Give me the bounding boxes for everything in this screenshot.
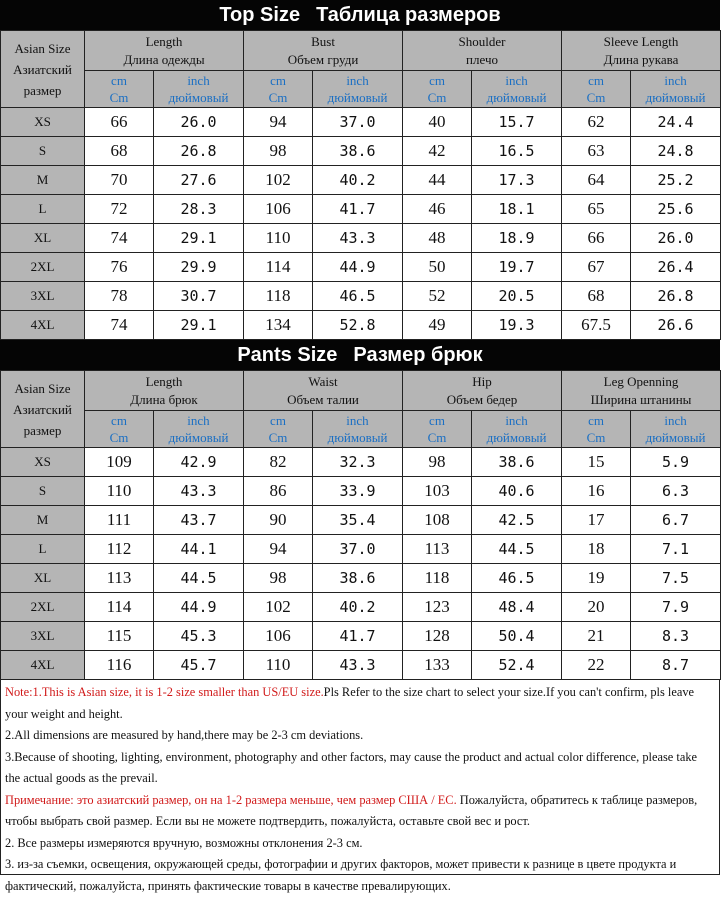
column-header-en: Length: [145, 373, 183, 389]
cell-inch: 29.1: [154, 224, 244, 253]
cell-inch: 43.3: [154, 477, 244, 506]
cell-cm: 70: [85, 166, 154, 195]
asian-size-label-ru: Азиатский: [13, 401, 72, 417]
cell-cm: 108: [403, 506, 472, 535]
unit-cm-label-2: Cm: [109, 430, 129, 445]
cell-cm: 86: [244, 477, 313, 506]
asian-size-header: [1, 371, 85, 448]
pants-size-title-en: Pants Size: [237, 343, 338, 366]
unit-inch-label-ru: дюймовый: [645, 90, 706, 105]
cell-cm: 50: [403, 253, 472, 282]
cell-inch: 24.4: [631, 108, 721, 137]
unit-cm-label: cm: [429, 73, 445, 88]
unit-cm-label-2: Cm: [427, 90, 447, 105]
cell-cm: 106: [244, 195, 313, 224]
cell-inch: 52.4: [472, 651, 562, 680]
unit-inch-header: [313, 411, 403, 448]
cell-cm: 74: [85, 311, 154, 340]
cell-inch: 40.2: [313, 593, 403, 622]
table-row: [1, 166, 721, 195]
unit-cm-label-2: Cm: [427, 430, 447, 445]
unit-inch-label: inch: [187, 73, 210, 88]
unit-cm-label-2: Cm: [586, 90, 606, 105]
notes-block: [0, 680, 720, 893]
cell-cm: 67: [562, 253, 631, 282]
cell-inch: 19.7: [472, 253, 562, 282]
cell-inch: 7.9: [631, 593, 721, 622]
cell-inch: 37.0: [313, 535, 403, 564]
unit-cm-label: cm: [588, 73, 604, 88]
cell-cm: 98: [244, 564, 313, 593]
cell-cm: 112: [85, 535, 154, 564]
cell-inch: 40.6: [472, 477, 562, 506]
note-ru-1-warning: Примечание: это азиатский размер, он на 1-2 размера меньше, чем размер США / ЕС.: [5, 792, 457, 807]
unit-inch-label: inch: [346, 73, 369, 88]
top-size-title-en: Top Size: [219, 3, 301, 26]
unit-cm-header: [562, 411, 631, 448]
pants-size-title-ru: Размер брюк: [353, 343, 483, 366]
cell-cm: 94: [244, 108, 313, 137]
column-header-en: Leg Openning: [603, 373, 679, 389]
cell-cm: 16: [562, 477, 631, 506]
cell-inch: 48.4: [472, 593, 562, 622]
cell-cm: 110: [85, 477, 154, 506]
table-row: [1, 448, 721, 477]
cell-cm: 115: [85, 622, 154, 651]
column-header-en: Bust: [311, 33, 335, 49]
column-header-en: Waist: [308, 373, 338, 389]
note-ru-2: 2. Все размеры измеряются вручную, возможны отклонения 2-3 см.: [5, 835, 363, 850]
size-label: 3XL: [1, 622, 85, 651]
cell-inch: 44.5: [472, 535, 562, 564]
size-label: S: [1, 137, 85, 166]
cell-inch: 25.6: [631, 195, 721, 224]
unit-cm-label: cm: [429, 413, 445, 428]
unit-cm-label: cm: [111, 73, 127, 88]
unit-inch-header: [631, 71, 721, 108]
cell-inch: 33.9: [313, 477, 403, 506]
cell-inch: 6.3: [631, 477, 721, 506]
column-header-length: [85, 31, 244, 71]
cell-cm: 133: [403, 651, 472, 680]
cell-cm: 111: [85, 506, 154, 535]
unit-cm-header: [403, 71, 472, 108]
cell-cm: 52: [403, 282, 472, 311]
column-header-leg-opening: [562, 371, 721, 411]
note-1-text: Pls Refer to the size chart to select your size.If you can't confirm, pls leave your weight and height.: [5, 685, 695, 721]
asian-size-header: [1, 31, 85, 108]
unit-cm-label-2: Cm: [268, 90, 288, 105]
cell-inch: 20.5: [472, 282, 562, 311]
unit-inch-label: inch: [187, 413, 210, 428]
top-size-rows: [1, 108, 721, 340]
cell-cm: 106: [244, 622, 313, 651]
cell-inch: 42.5: [472, 506, 562, 535]
cell-inch: 28.3: [154, 195, 244, 224]
cell-cm: 74: [85, 224, 154, 253]
size-label: 4XL: [1, 311, 85, 340]
cell-cm: 68: [85, 137, 154, 166]
size-label: L: [1, 195, 85, 224]
cell-cm: 76: [85, 253, 154, 282]
table-row: [1, 564, 721, 593]
size-label: L: [1, 535, 85, 564]
cell-inch: 8.3: [631, 622, 721, 651]
unit-cm-label: cm: [588, 413, 604, 428]
cell-inch: 44.1: [154, 535, 244, 564]
column-header-hip: [403, 371, 562, 411]
note-ru-1: [5, 790, 715, 833]
cell-cm: 118: [244, 282, 313, 311]
table-row: [1, 506, 721, 535]
table-row: [1, 477, 721, 506]
cell-inch: 38.6: [472, 448, 562, 477]
unit-cm-header: [244, 411, 313, 448]
column-header-ru: Объем груди: [287, 51, 359, 67]
unit-inch-label-ru: дюймовый: [645, 430, 706, 445]
cell-inch: 43.3: [313, 651, 403, 680]
size-label: M: [1, 506, 85, 535]
cell-cm: 98: [403, 448, 472, 477]
cell-cm: 66: [85, 108, 154, 137]
cell-inch: 41.7: [313, 195, 403, 224]
asian-size-label-ru2: размер: [23, 82, 62, 98]
cell-inch: 30.7: [154, 282, 244, 311]
cell-inch: 25.2: [631, 166, 721, 195]
unit-cm-label-2: Cm: [109, 90, 129, 105]
cell-inch: 45.7: [154, 651, 244, 680]
unit-cm-label: cm: [111, 413, 127, 428]
cell-cm: 110: [244, 224, 313, 253]
cell-cm: 63: [562, 137, 631, 166]
column-header-length: [85, 371, 244, 411]
cell-inch: 37.0: [313, 108, 403, 137]
cell-cm: 109: [85, 448, 154, 477]
cell-inch: 15.7: [472, 108, 562, 137]
cell-cm: 94: [244, 535, 313, 564]
cell-cm: 65: [562, 195, 631, 224]
pants-size-title: [0, 340, 720, 370]
cell-inch: 29.1: [154, 311, 244, 340]
cell-cm: 64: [562, 166, 631, 195]
cell-inch: 44.9: [313, 253, 403, 282]
cell-inch: 24.8: [631, 137, 721, 166]
table-row: [1, 651, 721, 680]
pants-size-table: [0, 370, 721, 680]
column-header-ru: Объем бедер: [446, 391, 518, 407]
column-header-ru: Объем талии: [287, 391, 359, 407]
table-row: [1, 622, 721, 651]
table-row: [1, 195, 721, 224]
cell-inch: 26.0: [631, 224, 721, 253]
cell-cm: 102: [244, 166, 313, 195]
column-header-en: Length: [145, 33, 183, 49]
cell-cm: 40: [403, 108, 472, 137]
cell-cm: 42: [403, 137, 472, 166]
cell-cm: 103: [403, 477, 472, 506]
unit-cm-label: cm: [270, 413, 286, 428]
cell-inch: 32.3: [313, 448, 403, 477]
size-label: 2XL: [1, 253, 85, 282]
table-row: [1, 137, 721, 166]
cell-inch: 18.1: [472, 195, 562, 224]
cell-cm: 18: [562, 535, 631, 564]
unit-inch-label: inch: [346, 413, 369, 428]
cell-cm: 90: [244, 506, 313, 535]
cell-inch: 45.3: [154, 622, 244, 651]
unit-cm-label: cm: [270, 73, 286, 88]
cell-inch: 29.9: [154, 253, 244, 282]
column-header-waist: [244, 371, 403, 411]
cell-cm: 20: [562, 593, 631, 622]
unit-inch-label-ru: дюймовый: [327, 90, 388, 105]
unit-cm-label-2: Cm: [586, 430, 606, 445]
column-header-ru: Длина одежды: [123, 51, 205, 67]
unit-inch-label: inch: [664, 73, 687, 88]
cell-inch: 46.5: [313, 282, 403, 311]
cell-cm: 62: [562, 108, 631, 137]
cell-inch: 26.0: [154, 108, 244, 137]
cell-cm: 116: [85, 651, 154, 680]
cell-cm: 118: [403, 564, 472, 593]
table-row: [1, 593, 721, 622]
cell-cm: 113: [85, 564, 154, 593]
unit-row: [1, 71, 721, 108]
cell-inch: 44.9: [154, 593, 244, 622]
column-header-sleeve-length: [562, 31, 721, 71]
unit-inch-header: [472, 71, 562, 108]
cell-cm: 49: [403, 311, 472, 340]
cell-cm: 114: [244, 253, 313, 282]
unit-inch-label-ru: дюймовый: [486, 430, 547, 445]
cell-inch: 52.8: [313, 311, 403, 340]
cell-inch: 41.7: [313, 622, 403, 651]
cell-inch: 18.9: [472, 224, 562, 253]
cell-cm: 128: [403, 622, 472, 651]
size-label: M: [1, 166, 85, 195]
cell-cm: 19: [562, 564, 631, 593]
cell-inch: 26.8: [631, 282, 721, 311]
cell-inch: 7.5: [631, 564, 721, 593]
note-ru-3: 3. из-за съемки, освещения, окружающей среды, фотографии и других факторов, может привести к разнице в цвете продукта и фактический, пожалуйста, принять фактические товары в качестве превалирующих.: [5, 857, 677, 893]
unit-inch-header: [631, 411, 721, 448]
unit-inch-label-ru: дюймовый: [327, 430, 388, 445]
cell-inch: 8.7: [631, 651, 721, 680]
cell-inch: 17.3: [472, 166, 562, 195]
unit-cm-label-2: Cm: [268, 430, 288, 445]
table-row: [1, 282, 721, 311]
cell-cm: 48: [403, 224, 472, 253]
cell-cm: 21: [562, 622, 631, 651]
size-label: XS: [1, 108, 85, 137]
asian-size-label-ru: Азиатский: [13, 61, 72, 77]
note-3: 3.Because of shooting, lighting, environment, photography and other factors, may cause the product and actual color difference, please take the actual goods as the prevail.: [5, 749, 698, 785]
cell-cm: 123: [403, 593, 472, 622]
cell-inch: 38.6: [313, 137, 403, 166]
cell-cm: 82: [244, 448, 313, 477]
column-header-ru: Длина рукава: [603, 51, 679, 67]
cell-cm: 98: [244, 137, 313, 166]
cell-cm: 72: [85, 195, 154, 224]
column-header-ru: Длина брюк: [130, 391, 198, 407]
note-1-warning: Note:1.This is Asian size, it is 1-2 size smaller than US/EU size.: [5, 685, 324, 699]
unit-cm-header: [403, 411, 472, 448]
cell-cm: 15: [562, 448, 631, 477]
cell-cm: 68: [562, 282, 631, 311]
unit-cm-header: [244, 71, 313, 108]
table-row: [1, 253, 721, 282]
table-row: [1, 311, 721, 340]
cell-cm: 66: [562, 224, 631, 253]
column-header-shoulder: [403, 31, 562, 71]
cell-cm: 78: [85, 282, 154, 311]
size-label: 4XL: [1, 651, 85, 680]
cell-inch: 19.3: [472, 311, 562, 340]
note-1: [5, 682, 715, 725]
cell-cm: 22: [562, 651, 631, 680]
asian-size-label-ru2: размер: [23, 422, 62, 438]
cell-cm: 44: [403, 166, 472, 195]
column-header-ru: плечо: [466, 51, 498, 67]
asian-size-label-en: Asian Size: [14, 380, 71, 396]
column-header-bust: [244, 31, 403, 71]
cell-cm: 110: [244, 651, 313, 680]
size-label: S: [1, 477, 85, 506]
note-ru-1-text: Пожалуйста, обратитесь к таблице размеров, чтобы выбрать свой размер. Если вы не можете подтвердить, пожалуйста, оставьте свой вес и рост.: [5, 792, 698, 828]
unit-cm-header: [562, 71, 631, 108]
unit-inch-header: [154, 71, 244, 108]
column-header-en: Shoulder: [458, 33, 506, 49]
cell-inch: 40.2: [313, 166, 403, 195]
size-label: XL: [1, 564, 85, 593]
unit-inch-label-ru: дюймовый: [168, 90, 229, 105]
table-row: [1, 535, 721, 564]
cell-inch: 43.3: [313, 224, 403, 253]
cell-cm: 17: [562, 506, 631, 535]
unit-inch-label-ru: дюймовый: [168, 430, 229, 445]
cell-inch: 43.7: [154, 506, 244, 535]
asian-size-label-en: Asian Size: [14, 40, 71, 56]
cell-inch: 38.6: [313, 564, 403, 593]
cell-cm: 67.5: [562, 311, 631, 340]
cell-inch: 26.4: [631, 253, 721, 282]
unit-inch-label: inch: [505, 73, 528, 88]
size-label: XS: [1, 448, 85, 477]
top-size-title: [0, 0, 720, 30]
cell-inch: 16.5: [472, 137, 562, 166]
unit-inch-header: [154, 411, 244, 448]
table-row: [1, 108, 721, 137]
size-label: 2XL: [1, 593, 85, 622]
size-label: 3XL: [1, 282, 85, 311]
cell-inch: 42.9: [154, 448, 244, 477]
cell-cm: 134: [244, 311, 313, 340]
unit-inch-label: inch: [664, 413, 687, 428]
unit-inch-label: inch: [505, 413, 528, 428]
cell-inch: 46.5: [472, 564, 562, 593]
cell-inch: 27.6: [154, 166, 244, 195]
cell-inch: 35.4: [313, 506, 403, 535]
unit-row: [1, 411, 721, 448]
unit-cm-header: [85, 411, 154, 448]
note-2: 2.All dimensions are measured by hand,there may be 2-3 cm deviations.: [5, 728, 364, 742]
cell-cm: 46: [403, 195, 472, 224]
cell-inch: 44.5: [154, 564, 244, 593]
cell-inch: 26.8: [154, 137, 244, 166]
table-row: [1, 224, 721, 253]
top-size-title-ru: Таблица размеров: [316, 3, 501, 26]
cell-inch: 26.6: [631, 311, 721, 340]
cell-inch: 7.1: [631, 535, 721, 564]
column-header-en: Hip: [472, 373, 492, 389]
unit-cm-header: [85, 71, 154, 108]
cell-cm: 102: [244, 593, 313, 622]
column-header-en: Sleeve Length: [603, 33, 679, 49]
column-header-ru: Ширина штанины: [590, 391, 692, 407]
cell-inch: 5.9: [631, 448, 721, 477]
cell-inch: 6.7: [631, 506, 721, 535]
unit-inch-label-ru: дюймовый: [486, 90, 547, 105]
pants-size-rows: [1, 448, 721, 680]
cell-inch: 50.4: [472, 622, 562, 651]
cell-cm: 113: [403, 535, 472, 564]
cell-cm: 114: [85, 593, 154, 622]
size-label: XL: [1, 224, 85, 253]
unit-inch-header: [472, 411, 562, 448]
top-size-table: [0, 30, 721, 340]
unit-inch-header: [313, 71, 403, 108]
